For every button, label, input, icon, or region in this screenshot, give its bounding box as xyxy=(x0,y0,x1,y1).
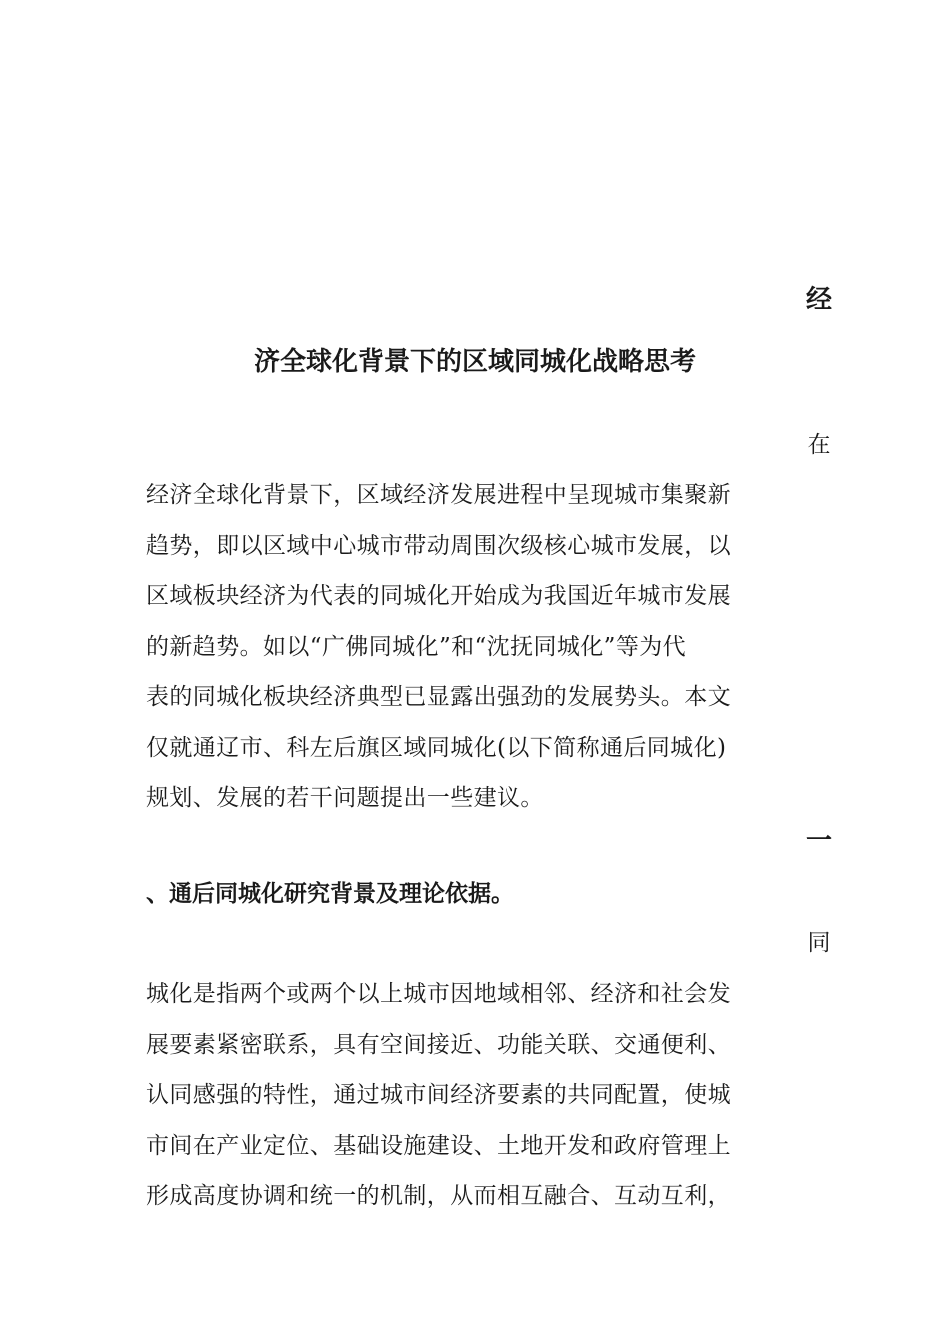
paragraph-line: 趋势，即以区域中心城市带动周围次级核心城市发展，以 xyxy=(146,532,731,559)
paragraph-line: 规划、发展的若干问题提出一些建议。 xyxy=(146,785,544,811)
document-title: 济全球化背景下的区域同城化战略思考 xyxy=(253,347,696,377)
paragraph-line: 市间在产业定位、基础设施建设、土地开发和政府管理上 xyxy=(146,1132,731,1159)
intro-lead-char: 在 xyxy=(807,432,831,458)
section-lead-char: 一 xyxy=(806,826,833,856)
paragraph-line: 展要素紧密联系，具有空间接近、功能关联、交通便利、 xyxy=(146,1031,731,1058)
section-heading: 、通后同城化研究背景及理论依据。 xyxy=(146,880,514,907)
paragraph-line: 的新趋势。如以“广佛同城化”和“沈抚同城化”等为代 xyxy=(146,633,687,660)
definition-lead-char: 同 xyxy=(807,930,831,956)
title-lead-char: 经 xyxy=(806,285,833,315)
paragraph-line: 形成高度协调和统一的机制，从而相互融合、互动互利， xyxy=(146,1183,731,1209)
paragraph-line: 仅就通辽市、科左后旗区域同城化(以下简称通后同城化) xyxy=(146,734,727,761)
definition-paragraph xyxy=(146,969,806,1222)
paragraph-line: 认同感强的特性，通过城市间经济要素的共同配置，使城 xyxy=(146,1082,731,1108)
paragraph-line: 区域板块经济为代表的同城化开始成为我国近年城市发展 xyxy=(146,583,731,609)
paragraph-line: 经济全球化背景下，区域经济发展进程中呈现城市集聚新 xyxy=(146,482,731,508)
intro-paragraph xyxy=(146,470,806,824)
paragraph-line: 表的同城化板块经济典型已显露出强劲的发展势头。本文 xyxy=(146,684,731,710)
paragraph-line: 城化是指两个或两个以上城市因地域相邻、经济和社会发 xyxy=(146,981,731,1007)
